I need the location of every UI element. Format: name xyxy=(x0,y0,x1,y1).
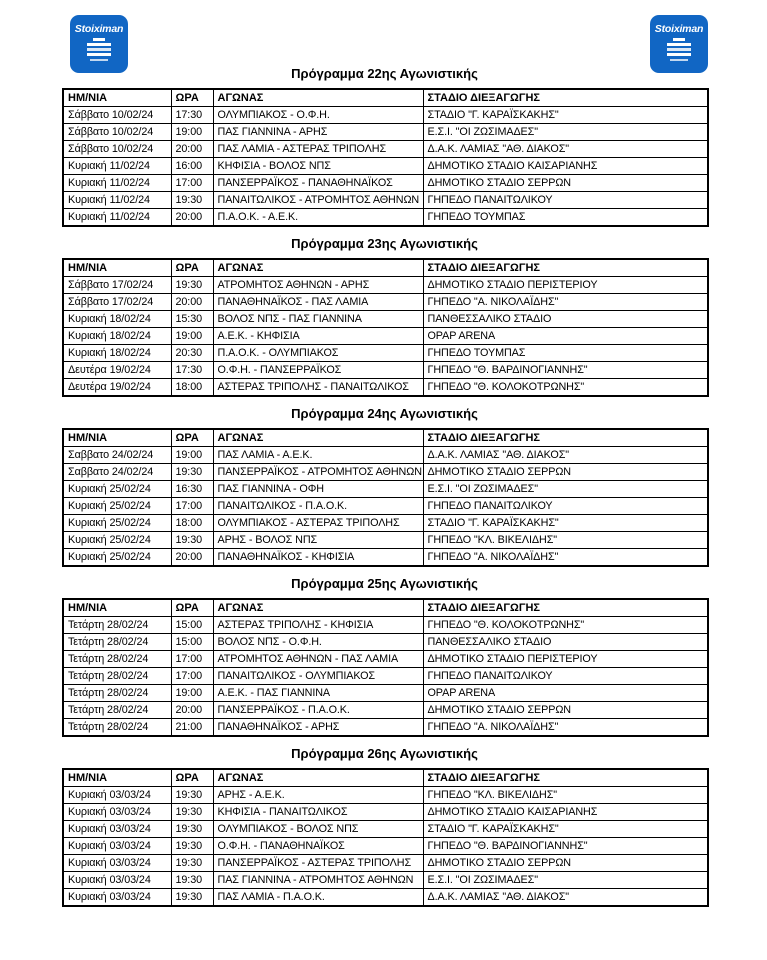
date-cell: Σάββατο 10/02/24 xyxy=(63,107,171,124)
time-cell: 17:00 xyxy=(171,651,213,668)
date-cell: Τετάρτη 28/02/24 xyxy=(63,719,171,737)
date-cell: Κυριακή 03/03/24 xyxy=(63,872,171,889)
time-cell: 19:30 xyxy=(171,821,213,838)
match-cell: ΑΡΗΣ - ΒΟΛΟΣ ΝΠΣ xyxy=(213,532,423,549)
time-cell: 20:30 xyxy=(171,345,213,362)
match-cell: ΠΑΝΣΕΡΡΑΪΚΟΣ - Π.Α.Ο.Κ. xyxy=(213,702,423,719)
table-row xyxy=(63,838,708,855)
time-cell: 21:00 xyxy=(171,719,213,737)
col-header-date: ΗΜ/ΝΙΑ xyxy=(63,89,171,107)
matchday-title: Πρόγραμμα 26ης Αγωνιστικής xyxy=(291,746,478,761)
time-cell: 19:30 xyxy=(171,804,213,821)
stadium-cell: ΓΗΠΕΔΟ ΠΑΝΑΙΤΩΛΙΚΟΥ xyxy=(423,498,708,515)
match-cell: Π.Α.Ο.Κ. - Α.Ε.Κ. xyxy=(213,209,423,227)
table-row xyxy=(63,498,708,515)
table-row xyxy=(63,549,708,567)
stadium-cell: ΔΗΜΟΤΙΚΟ ΣΤΑΔΙΟ ΠΕΡΙΣΤΕΡΙΟΥ xyxy=(423,651,708,668)
schedule-rows xyxy=(63,787,708,907)
time-cell: 19:00 xyxy=(171,124,213,141)
table-row xyxy=(63,855,708,872)
col-header-time: ΩΡΑ xyxy=(171,259,213,277)
date-cell: Κυριακή 11/02/24 xyxy=(63,175,171,192)
table-row xyxy=(63,345,708,362)
date-cell: Σάββατο 10/02/24 xyxy=(63,141,171,158)
time-cell: 19:00 xyxy=(171,447,213,464)
date-cell: Τετάρτη 28/02/24 xyxy=(63,702,171,719)
date-cell: Σάββατο 17/02/24 xyxy=(63,294,171,311)
col-header-match: ΑΓΩΝΑΣ xyxy=(213,259,423,277)
time-cell: 19:30 xyxy=(171,192,213,209)
col-header-match: ΑΓΩΝΑΣ xyxy=(213,599,423,617)
time-cell: 20:00 xyxy=(171,549,213,567)
table-row xyxy=(63,821,708,838)
schedule-rows xyxy=(63,617,708,737)
time-cell: 17:30 xyxy=(171,362,213,379)
match-cell: ΠΑΝΑΙΤΩΛΙΚΟΣ - ΑΤΡΟΜΗΤΟΣ ΑΘΗΝΩΝ xyxy=(213,192,423,209)
date-cell: Κυριακή 03/03/24 xyxy=(63,855,171,872)
match-cell: Π.Α.Ο.Κ. - ΟΛΥΜΠΙΑΚΟΣ xyxy=(213,345,423,362)
table-row xyxy=(63,685,708,702)
date-cell: Κυριακή 18/02/24 xyxy=(63,328,171,345)
stadium-cell: ΓΗΠΕΔΟ ΠΑΝΑΙΤΩΛΙΚΟΥ xyxy=(423,192,708,209)
time-cell: 19:30 xyxy=(171,889,213,907)
date-cell: Κυριακή 11/02/24 xyxy=(63,209,171,227)
time-cell: 17:30 xyxy=(171,107,213,124)
schedule-table xyxy=(62,88,709,227)
match-cell: ΑΣΤΕΡΑΣ ΤΡΙΠΟΛΗΣ - ΠΑΝΑΙΤΩΛΙΚΟΣ xyxy=(213,379,423,397)
stadium-cell: ΓΗΠΕΔΟ "Θ. ΒΑΡΔΙΝΟΓΙΑΝΝΗΣ" xyxy=(423,838,708,855)
stoiximan-wordmark: Stoiximan xyxy=(654,23,704,35)
match-cell: ΠΑΝΣΕΡΡΑΪΚΟΣ - ΑΤΡΟΜΗΤΟΣ ΑΘΗΝΩΝ xyxy=(213,464,423,481)
matchday-section xyxy=(62,406,707,567)
stadium-cell: ΓΗΠΕΔΟ "Θ. ΒΑΡΔΙΝΟΓΙΑΝΝΗΣ" xyxy=(423,362,708,379)
stadium-cell: ΓΗΠΕΔΟ "ΚΛ. ΒΙΚΕΛΙΔΗΣ" xyxy=(423,532,708,549)
table-row xyxy=(63,872,708,889)
date-cell: Σαββατο 24/02/24 xyxy=(63,464,171,481)
date-cell: Κυριακή 25/02/24 xyxy=(63,498,171,515)
match-cell: ΠΑΝΑΘΗΝΑΪΚΟΣ - ΑΡΗΣ xyxy=(213,719,423,737)
stadium-cell: ΣΤΑΔΙΟ "Γ. ΚΑΡΑΪΣΚΑΚΗΣ" xyxy=(423,515,708,532)
time-cell: 15:00 xyxy=(171,617,213,634)
table-row xyxy=(63,532,708,549)
date-cell: Κυριακή 18/02/24 xyxy=(63,345,171,362)
matchday-title: Πρόγραμμα 24ης Αγωνιστικής xyxy=(291,406,478,421)
date-cell: Τετάρτη 28/02/24 xyxy=(63,685,171,702)
time-cell: 17:00 xyxy=(171,498,213,515)
schedule-table xyxy=(62,428,709,567)
stadium-cell: ΓΗΠΕΔΟ ΠΑΝΑΙΤΩΛΙΚΟΥ xyxy=(423,668,708,685)
matchday-title: Πρόγραμμα 25ης Αγωνιστικής xyxy=(291,576,478,591)
table-row xyxy=(63,311,708,328)
date-cell: Σάββατο 17/02/24 xyxy=(63,277,171,294)
match-cell: Α.Ε.Κ. - ΚΗΦΙΣΙΑ xyxy=(213,328,423,345)
date-cell: Δευτέρα 19/02/24 xyxy=(63,379,171,397)
match-cell: ΑΤΡΟΜΗΤΟΣ ΑΘΗΝΩΝ - ΠΑΣ ΛΑΜΙΑ xyxy=(213,651,423,668)
stoiximan-logo-right xyxy=(650,15,708,73)
time-cell: 19:30 xyxy=(171,872,213,889)
table-row xyxy=(63,209,708,227)
match-cell: ΠΑΝΣΕΡΡΑΪΚΟΣ - ΠΑΝΑΘΗΝΑΪΚΟΣ xyxy=(213,175,423,192)
table-row xyxy=(63,124,708,141)
header-row xyxy=(63,89,708,107)
time-cell: 16:00 xyxy=(171,158,213,175)
stadium-cell: Δ.Α.Κ. ΛΑΜΙΑΣ "ΑΘ. ΔΙΑΚΟΣ" xyxy=(423,889,708,907)
stadium-cell: ΓΗΠΕΔΟ "Θ. ΚΟΛΟΚΟΤΡΩΝΗΣ" xyxy=(423,379,708,397)
table-row xyxy=(63,787,708,804)
matchday-programs-container xyxy=(62,66,707,916)
time-cell: 15:30 xyxy=(171,311,213,328)
col-header-stadium: ΣΤΑΔΙΟ ΔΙΕΞΑΓΩΓΗΣ xyxy=(423,599,708,617)
stadium-cell: ΓΗΠΕΔΟ "ΚΛ. ΒΙΚΕΛΙΔΗΣ" xyxy=(423,787,708,804)
stadium-cell: ΣΤΑΔΙΟ "Γ. ΚΑΡΑΪΣΚΑΚΗΣ" xyxy=(423,821,708,838)
time-cell: 19:30 xyxy=(171,787,213,804)
col-header-time: ΩΡΑ xyxy=(171,429,213,447)
col-header-match: ΑΓΩΝΑΣ xyxy=(213,429,423,447)
stadium-cell: ΠΑΝΘΕΣΣΑΛΙΚΟ ΣΤΑΔΙΟ xyxy=(423,634,708,651)
date-cell: Σαββατο 24/02/24 xyxy=(63,447,171,464)
time-cell: 19:30 xyxy=(171,464,213,481)
match-cell: ΠΑΝΑΘΗΝΑΪΚΟΣ - ΚΗΦΙΣΙΑ xyxy=(213,549,423,567)
stadium-cell: ΓΗΠΕΔΟ "Α. ΝΙΚΟΛΑΪΔΗΣ" xyxy=(423,294,708,311)
stadium-cell: ΠΑΝΘΕΣΣΑΛΙΚΟ ΣΤΑΔΙΟ xyxy=(423,311,708,328)
date-cell: Κυριακή 03/03/24 xyxy=(63,838,171,855)
schedule-table xyxy=(62,768,709,907)
table-row xyxy=(63,447,708,464)
time-cell: 16:30 xyxy=(171,481,213,498)
stadium-cell: Ε.Σ.Ι. "ΟΙ ΖΩΣΙΜΑΔΕΣ" xyxy=(423,872,708,889)
time-cell: 19:30 xyxy=(171,532,213,549)
stadium-cell: OPAP ARENA xyxy=(423,685,708,702)
date-cell: Κυριακή 25/02/24 xyxy=(63,481,171,498)
stadium-cell: ΣΤΑΔΙΟ "Γ. ΚΑΡΑΪΣΚΑΚΗΣ" xyxy=(423,107,708,124)
match-cell: ΠΑΝΣΕΡΡΑΪΚΟΣ - ΑΣΤΕΡΑΣ ΤΡΙΠΟΛΗΣ xyxy=(213,855,423,872)
time-cell: 18:00 xyxy=(171,379,213,397)
date-cell: Κυριακή 03/03/24 xyxy=(63,889,171,907)
table-row xyxy=(63,464,708,481)
stadium-cell: ΓΗΠΕΔΟ ΤΟΥΜΠΑΣ xyxy=(423,345,708,362)
date-cell: Τετάρτη 28/02/24 xyxy=(63,617,171,634)
stadium-cell: ΔΗΜΟΤΙΚΟ ΣΤΑΔΙΟ ΚΑΙΣΑΡΙΑΝΗΣ xyxy=(423,158,708,175)
stadium-cell: ΓΗΠΕΔΟ "Α. ΝΙΚΟΛΑΪΔΗΣ" xyxy=(423,549,708,567)
match-cell: ΠΑΝΑΘΗΝΑΪΚΟΣ - ΠΑΣ ΛΑΜΙΑ xyxy=(213,294,423,311)
schedule-rows xyxy=(63,107,708,227)
date-cell: Κυριακή 25/02/24 xyxy=(63,515,171,532)
match-cell: ΑΣΤΕΡΑΣ ΤΡΙΠΟΛΗΣ - ΚΗΦΙΣΙΑ xyxy=(213,617,423,634)
col-header-date: ΗΜ/ΝΙΑ xyxy=(63,769,171,787)
time-cell: 20:00 xyxy=(171,294,213,311)
table-row xyxy=(63,719,708,737)
table-row xyxy=(63,175,708,192)
stadium-cell: Ε.Σ.Ι. "ΟΙ ΖΩΣΙΜΑΔΕΣ" xyxy=(423,124,708,141)
match-cell: ΒΟΛΟΣ ΝΠΣ - ΠΑΣ ΓΙΑΝΝΙΝΑ xyxy=(213,311,423,328)
time-cell: 20:00 xyxy=(171,702,213,719)
time-cell: 20:00 xyxy=(171,209,213,227)
matchday-section xyxy=(62,236,707,397)
table-row xyxy=(63,328,708,345)
date-cell: Τετάρτη 28/02/24 xyxy=(63,651,171,668)
table-row xyxy=(63,379,708,397)
col-header-stadium: ΣΤΑΔΙΟ ΔΙΕΞΑΓΩΓΗΣ xyxy=(423,769,708,787)
col-header-time: ΩΡΑ xyxy=(171,769,213,787)
time-cell: 19:30 xyxy=(171,277,213,294)
col-header-date: ΗΜ/ΝΙΑ xyxy=(63,429,171,447)
date-cell: Κυριακή 18/02/24 xyxy=(63,311,171,328)
match-cell: ΠΑΝΑΙΤΩΛΙΚΟΣ - ΟΛΥΜΠΙΑΚΟΣ xyxy=(213,668,423,685)
header-row xyxy=(63,599,708,617)
stadium-cell: ΓΗΠΕΔΟ "Θ. ΚΟΛΟΚΟΤΡΩΝΗΣ" xyxy=(423,617,708,634)
superleague-crest-icon xyxy=(84,38,114,64)
match-cell: ΠΑΣ ΛΑΜΙΑ - Π.Α.Ο.Κ. xyxy=(213,889,423,907)
table-row xyxy=(63,277,708,294)
table-row xyxy=(63,481,708,498)
col-header-stadium: ΣΤΑΔΙΟ ΔΙΕΞΑΓΩΓΗΣ xyxy=(423,429,708,447)
schedule-rows xyxy=(63,277,708,397)
table-row xyxy=(63,107,708,124)
time-cell: 19:00 xyxy=(171,328,213,345)
match-cell: Α.Ε.Κ. - ΠΑΣ ΓΙΑΝΝΙΝΑ xyxy=(213,685,423,702)
stadium-cell: ΔΗΜΟΤΙΚΟ ΣΤΑΔΙΟ ΣΕΡΡΩΝ xyxy=(423,855,708,872)
stadium-cell: Ε.Σ.Ι. "ΟΙ ΖΩΣΙΜΑΔΕΣ" xyxy=(423,481,708,498)
date-cell: Τετάρτη 28/02/24 xyxy=(63,668,171,685)
time-cell: 19:00 xyxy=(171,685,213,702)
stadium-cell: OPAP ARENA xyxy=(423,328,708,345)
stadium-cell: Δ.Α.Κ. ΛΑΜΙΑΣ "ΑΘ. ΔΙΑΚΟΣ" xyxy=(423,141,708,158)
stadium-cell: ΔΗΜΟΤΙΚΟ ΣΤΑΔΙΟ ΚΑΙΣΑΡΙΑΝΗΣ xyxy=(423,804,708,821)
schedule-table xyxy=(62,258,709,397)
header-row xyxy=(63,769,708,787)
table-row xyxy=(63,889,708,907)
col-header-time: ΩΡΑ xyxy=(171,599,213,617)
date-cell: Κυριακή 03/03/24 xyxy=(63,821,171,838)
date-cell: Δευτέρα 19/02/24 xyxy=(63,362,171,379)
match-cell: ΠΑΣ ΓΙΑΝΝΙΝΑ - ΟΦΗ xyxy=(213,481,423,498)
date-cell: Κυριακή 25/02/24 xyxy=(63,549,171,567)
match-cell: ΑΤΡΟΜΗΤΟΣ ΑΘΗΝΩΝ - ΑΡΗΣ xyxy=(213,277,423,294)
table-row xyxy=(63,192,708,209)
date-cell: Κυριακή 11/02/24 xyxy=(63,192,171,209)
time-cell: 17:00 xyxy=(171,175,213,192)
match-cell: ΟΛΥΜΠΙΑΚΟΣ - ΑΣΤΕΡΑΣ ΤΡΙΠΟΛΗΣ xyxy=(213,515,423,532)
time-cell: 17:00 xyxy=(171,668,213,685)
col-header-time: ΩΡΑ xyxy=(171,89,213,107)
match-cell: ΠΑΣ ΛΑΜΙΑ - Α.Ε.Κ. xyxy=(213,447,423,464)
stoiximan-logo-left xyxy=(70,15,128,73)
time-cell: 18:00 xyxy=(171,515,213,532)
stadium-cell: ΔΗΜΟΤΙΚΟ ΣΤΑΔΙΟ ΣΕΡΡΩΝ xyxy=(423,464,708,481)
schedule-table xyxy=(62,598,709,737)
stadium-cell: ΓΗΠΕΔΟ ΤΟΥΜΠΑΣ xyxy=(423,209,708,227)
table-row xyxy=(63,362,708,379)
col-header-stadium: ΣΤΑΔΙΟ ΔΙΕΞΑΓΩΓΗΣ xyxy=(423,259,708,277)
table-row xyxy=(63,634,708,651)
table-row xyxy=(63,651,708,668)
stadium-cell: ΔΗΜΟΤΙΚΟ ΣΤΑΔΙΟ ΣΕΡΡΩΝ xyxy=(423,702,708,719)
table-row xyxy=(63,804,708,821)
match-cell: Ο.Φ.Η. - ΠΑΝΑΘΗΝΑΪΚΟΣ xyxy=(213,838,423,855)
schedule-rows xyxy=(63,447,708,567)
match-cell: ΠΑΣ ΛΑΜΙΑ - ΑΣΤΕΡΑΣ ΤΡΙΠΟΛΗΣ xyxy=(213,141,423,158)
match-cell: Ο.Φ.Η. - ΠΑΝΣΕΡΡΑΪΚΟΣ xyxy=(213,362,423,379)
match-cell: ΠΑΣ ΓΙΑΝΝΙΝΑ - ΑΤΡΟΜΗΤΟΣ ΑΘΗΝΩΝ xyxy=(213,872,423,889)
stadium-cell: ΔΗΜΟΤΙΚΟ ΣΤΑΔΙΟ ΠΕΡΙΣΤΕΡΙΟΥ xyxy=(423,277,708,294)
col-header-date: ΗΜ/ΝΙΑ xyxy=(63,259,171,277)
table-row xyxy=(63,158,708,175)
col-header-stadium: ΣΤΑΔΙΟ ΔΙΕΞΑΓΩΓΗΣ xyxy=(423,89,708,107)
date-cell: Σάββατο 10/02/24 xyxy=(63,124,171,141)
time-cell: 20:00 xyxy=(171,141,213,158)
matchday-section xyxy=(62,576,707,737)
time-cell: 15:00 xyxy=(171,634,213,651)
time-cell: 19:30 xyxy=(171,838,213,855)
date-cell: Κυριακή 03/03/24 xyxy=(63,787,171,804)
col-header-match: ΑΓΩΝΑΣ xyxy=(213,769,423,787)
table-row xyxy=(63,515,708,532)
match-cell: ΑΡΗΣ - Α.Ε.Κ. xyxy=(213,787,423,804)
match-cell: ΟΛΥΜΠΙΑΚΟΣ - ΒΟΛΟΣ ΝΠΣ xyxy=(213,821,423,838)
col-header-date: ΗΜ/ΝΙΑ xyxy=(63,599,171,617)
stoiximan-wordmark: Stoiximan xyxy=(74,23,124,35)
match-cell: ΚΗΦΙΣΙΑ - ΒΟΛΟΣ ΝΠΣ xyxy=(213,158,423,175)
table-row xyxy=(63,702,708,719)
table-row xyxy=(63,668,708,685)
matchday-title: Πρόγραμμα 22ης Αγωνιστικής xyxy=(291,66,478,81)
table-row xyxy=(63,141,708,158)
stadium-cell: ΔΗΜΟΤΙΚΟ ΣΤΑΔΙΟ ΣΕΡΡΩΝ xyxy=(423,175,708,192)
matchday-section xyxy=(62,66,707,227)
match-cell: ΠΑΣ ΓΙΑΝΝΙΝΑ - ΑΡΗΣ xyxy=(213,124,423,141)
match-cell: ΚΗΦΙΣΙΑ - ΠΑΝΑΙΤΩΛΙΚΟΣ xyxy=(213,804,423,821)
superleague-crest-icon xyxy=(664,38,694,64)
header-row xyxy=(63,259,708,277)
stadium-cell: Δ.Α.Κ. ΛΑΜΙΑΣ "ΑΘ. ΔΙΑΚΟΣ" xyxy=(423,447,708,464)
col-header-match: ΑΓΩΝΑΣ xyxy=(213,89,423,107)
match-cell: ΒΟΛΟΣ ΝΠΣ - Ο.Φ.Η. xyxy=(213,634,423,651)
header-row xyxy=(63,429,708,447)
matchday-title: Πρόγραμμα 23ης Αγωνιστικής xyxy=(291,236,478,251)
table-row xyxy=(63,617,708,634)
date-cell: Κυριακή 03/03/24 xyxy=(63,804,171,821)
matchday-section xyxy=(62,746,707,907)
date-cell: Κυριακή 11/02/24 xyxy=(63,158,171,175)
date-cell: Κυριακή 25/02/24 xyxy=(63,532,171,549)
match-cell: ΠΑΝΑΙΤΩΛΙΚΟΣ - Π.Α.Ο.Κ. xyxy=(213,498,423,515)
stadium-cell: ΓΗΠΕΔΟ "Α. ΝΙΚΟΛΑΪΔΗΣ" xyxy=(423,719,708,737)
table-row xyxy=(63,294,708,311)
time-cell: 19:30 xyxy=(171,855,213,872)
match-cell: ΟΛΥΜΠΙΑΚΟΣ - Ο.Φ.Η. xyxy=(213,107,423,124)
date-cell: Τετάρτη 28/02/24 xyxy=(63,634,171,651)
